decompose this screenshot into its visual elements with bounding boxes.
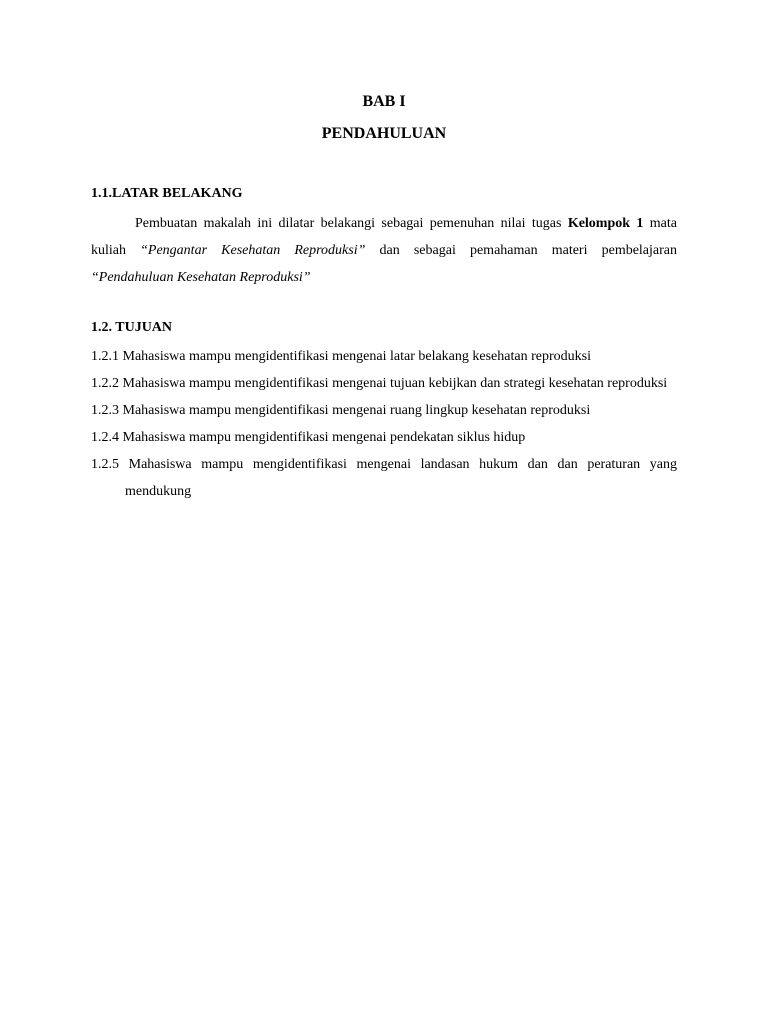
list-item (91, 370, 677, 397)
course-name: “Pengantar Kesehatan Reproduksi” (140, 243, 366, 258)
background-heading: 1.1.LATAR BELAKANG (91, 186, 243, 201)
item-number: 1.2.1 (91, 349, 119, 364)
item-number: 1.2.3 (91, 403, 119, 418)
chapter-number: BAB I (362, 93, 406, 110)
item-number: 1.2.2 (91, 376, 119, 391)
background-text-part2: mata kuliah (91, 216, 677, 258)
group-name: Kelompok 1 (567, 216, 644, 231)
item-text: Mahasiswa mampu mengidentifikasi mengenai latar belakang kesehatan reproduksi (122, 349, 591, 364)
objectives-heading: 1.2. TUJUAN (91, 320, 173, 335)
item-number: 1.2.4 (91, 430, 119, 445)
topic-name: “Pendahuluan Kesehatan Reproduksi” (91, 270, 311, 285)
list-item (91, 451, 677, 505)
item-text: Mahasiswa mampu mengidentifikasi mengenai ruang lingkup kesehatan reproduksi (122, 403, 591, 418)
background-text-part3: dan sebagai pemahaman materi pembelajaran (365, 243, 677, 258)
background-text-part1: Pembuatan makalah ini dilatar belakangi sebagai pemenuhan nilai tugas (135, 216, 568, 231)
item-text: Mahasiswa mampu mengidentifikasi mengenai tujuan kebijkan dan strategi kesehatan reproduksi (122, 376, 668, 391)
item-number: 1.2.5 (91, 457, 119, 472)
item-text: Mahasiswa mampu mengidentifikasi mengenai landasan hukum dan dan peraturan yang mendukung (125, 457, 678, 499)
list-item (91, 424, 677, 451)
list-item (91, 343, 677, 370)
chapter-title: PENDAHULUAN (321, 125, 447, 142)
background-paragraph (91, 210, 677, 291)
objectives-list (91, 343, 677, 505)
list-item (91, 397, 677, 424)
item-text: Mahasiswa mampu mengidentifikasi mengenai pendekatan siklus hidup (122, 430, 526, 445)
